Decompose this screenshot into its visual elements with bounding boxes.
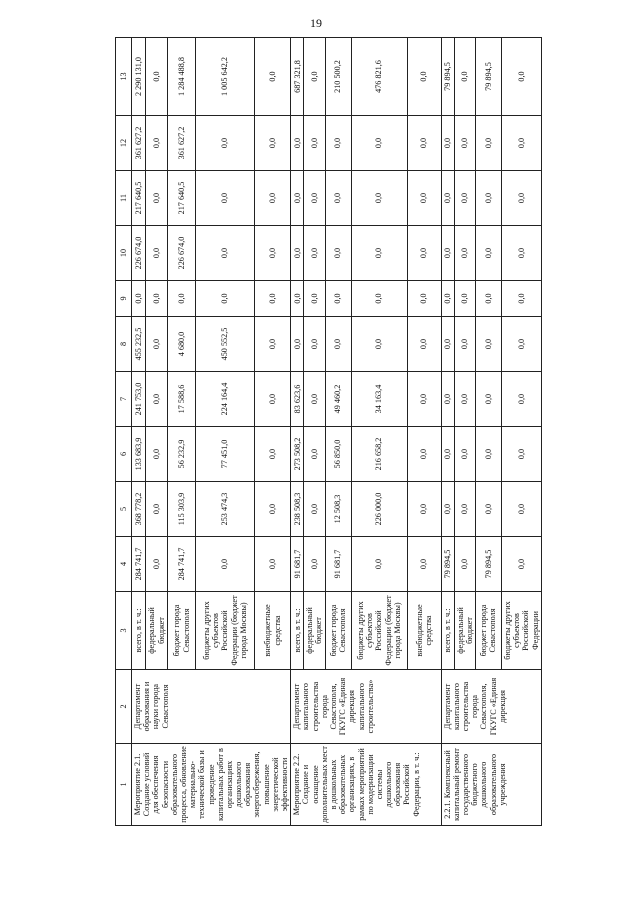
- amount-cell: 0,0: [501, 281, 541, 317]
- amount-cell: 0,0: [475, 116, 501, 171]
- table-container: [115, 38, 561, 826]
- amount-cell: 0,0: [255, 281, 291, 317]
- amount-cell: 0,0: [407, 171, 441, 226]
- amount-cell: 83 623,6: [291, 372, 304, 427]
- funding-source: внебюджетные средства: [407, 592, 441, 670]
- amount-cell: 0,0: [454, 171, 475, 226]
- amount-cell: 0,0: [351, 171, 407, 226]
- amount-cell: 1 284 488,8: [168, 38, 196, 116]
- amount-cell: 0,0: [145, 116, 168, 171]
- amount-cell: 0,0: [407, 317, 441, 372]
- amount-cell: 0,0: [501, 317, 541, 372]
- amount-cell: 284 741,7: [168, 537, 196, 592]
- column-header: 7: [116, 372, 132, 427]
- amount-cell: 217 640,5: [168, 171, 196, 226]
- amount-cell: 0,0: [454, 226, 475, 281]
- amount-cell: 0,0: [195, 281, 254, 317]
- amount-cell: 0,0: [351, 226, 407, 281]
- amount-cell: 0,0: [304, 482, 325, 537]
- amount-cell: 0,0: [501, 427, 541, 482]
- amount-cell: 0,0: [304, 281, 325, 317]
- amount-cell: 0,0: [195, 171, 254, 226]
- amount-cell: 0,0: [454, 317, 475, 372]
- amount-cell: 0,0: [195, 226, 254, 281]
- amount-cell: 0,0: [501, 537, 541, 592]
- amount-cell: 0,0: [441, 116, 454, 171]
- amount-cell: 0,0: [255, 427, 291, 482]
- amount-cell: 210 500,2: [325, 38, 351, 116]
- amount-cell: 0,0: [255, 116, 291, 171]
- amount-cell: 0,0: [441, 226, 454, 281]
- column-header: 10: [116, 226, 132, 281]
- amount-cell: 0,0: [441, 372, 454, 427]
- column-header: 4: [116, 537, 132, 592]
- amount-cell: 0,0: [475, 281, 501, 317]
- executor: Департамент капитального строительства города Севастополя, ГКУГС «Единая дирекция: [441, 670, 541, 744]
- amount-cell: 0,0: [195, 116, 254, 171]
- amount-cell: 1 005 642,2: [195, 38, 254, 116]
- amount-cell: 0,0: [454, 427, 475, 482]
- amount-cell: 0,0: [325, 281, 351, 317]
- amount-cell: 12 508,3: [325, 482, 351, 537]
- funding-source: бюджеты других субъектов Российской Федерации (бюджет города Москвы): [195, 592, 254, 670]
- amount-cell: 0,0: [407, 372, 441, 427]
- amount-cell: 0,0: [304, 226, 325, 281]
- amount-cell: 0,0: [145, 226, 168, 281]
- amount-cell: 226 000,0: [351, 482, 407, 537]
- amount-cell: 0,0: [145, 427, 168, 482]
- amount-cell: 0,0: [255, 171, 291, 226]
- amount-cell: 79 894,5: [441, 38, 454, 116]
- amount-cell: 0,0: [351, 116, 407, 171]
- amount-cell: 273 508,2: [291, 427, 304, 482]
- funding-source: всего, в т. ч.:: [441, 592, 454, 670]
- funding-source: бюджет города Севастополя: [168, 592, 196, 670]
- amount-cell: 0,0: [475, 226, 501, 281]
- amount-cell: 0,0: [291, 281, 304, 317]
- amount-cell: 0,0: [304, 171, 325, 226]
- amount-cell: 0,0: [304, 317, 325, 372]
- amount-cell: 17 588,6: [168, 372, 196, 427]
- column-header: 8: [116, 317, 132, 372]
- column-header: 9: [116, 281, 132, 317]
- funding-source: федеральный бюджет: [304, 592, 325, 670]
- amount-cell: 0,0: [304, 537, 325, 592]
- amount-cell: 0,0: [255, 482, 291, 537]
- amount-cell: 0,0: [475, 171, 501, 226]
- amount-cell: 0,0: [475, 317, 501, 372]
- amount-cell: 0,0: [304, 116, 325, 171]
- amount-cell: 79 894,5: [475, 38, 501, 116]
- funding-source: бюджеты других субъектов Российской Федерации (бюджет города Москвы): [351, 592, 407, 670]
- amount-cell: 0,0: [475, 482, 501, 537]
- amount-cell: 0,0: [407, 116, 441, 171]
- funding-source: внебюджетные средства: [255, 592, 291, 670]
- amount-cell: 0,0: [407, 537, 441, 592]
- amount-cell: 0,0: [255, 372, 291, 427]
- amount-cell: 115 303,9: [168, 482, 196, 537]
- amount-cell: 361 627,2: [132, 116, 146, 171]
- amount-cell: 226 674,0: [168, 226, 196, 281]
- amount-cell: 0,0: [501, 38, 541, 116]
- activity-name: Мероприятие 2.1. Создание условий для обеспечения безопасности образовательного процесса, обновление материально-технической базы и проведение капитальных работ в организациях дошкольного образования энергосбережения, повышение энергетической эффективности: [132, 744, 291, 826]
- amount-cell: 0,0: [501, 171, 541, 226]
- amount-cell: 217 640,5: [132, 171, 146, 226]
- amount-cell: 0,0: [501, 372, 541, 427]
- amount-cell: 0,0: [407, 427, 441, 482]
- funding-source: федеральный бюджет: [454, 592, 475, 670]
- amount-cell: 361 627,2: [168, 116, 196, 171]
- amount-cell: 0,0: [407, 281, 441, 317]
- amount-cell: 0,0: [407, 38, 441, 116]
- funding-source: бюджет города Севастополя: [475, 592, 501, 670]
- amount-cell: 2 290 131,0: [132, 38, 146, 116]
- amount-cell: 49 460,2: [325, 372, 351, 427]
- amount-cell: 0,0: [304, 372, 325, 427]
- table-row: [291, 38, 304, 826]
- amount-cell: 0,0: [145, 317, 168, 372]
- amount-cell: 0,0: [145, 281, 168, 317]
- amount-cell: 0,0: [304, 427, 325, 482]
- amount-cell: 0,0: [454, 116, 475, 171]
- amount-cell: 0,0: [441, 317, 454, 372]
- amount-cell: 226 674,0: [132, 226, 146, 281]
- amount-cell: 0,0: [325, 171, 351, 226]
- amount-cell: 687 321,8: [291, 38, 304, 116]
- amount-cell: 0,0: [325, 226, 351, 281]
- amount-cell: 0,0: [407, 482, 441, 537]
- amount-cell: 0,0: [145, 537, 168, 592]
- amount-cell: 238 508,3: [291, 482, 304, 537]
- amount-cell: 56 232,9: [168, 427, 196, 482]
- amount-cell: 0,0: [291, 116, 304, 171]
- amount-cell: 0,0: [255, 317, 291, 372]
- amount-cell: 0,0: [441, 281, 454, 317]
- amount-cell: 79 894,5: [475, 537, 501, 592]
- amount-cell: 0,0: [351, 537, 407, 592]
- amount-cell: 0,0: [195, 537, 254, 592]
- amount-cell: 0,0: [441, 482, 454, 537]
- column-header: 13: [116, 38, 132, 116]
- amount-cell: 0,0: [351, 317, 407, 372]
- amount-cell: 241 753,0: [132, 372, 146, 427]
- amount-cell: 450 552,5: [195, 317, 254, 372]
- amount-cell: 0,0: [291, 317, 304, 372]
- amount-cell: 0,0: [407, 226, 441, 281]
- amount-cell: 0,0: [145, 171, 168, 226]
- amount-cell: 0,0: [255, 537, 291, 592]
- amount-cell: 284 741,7: [132, 537, 146, 592]
- rotated-page: [115, 38, 561, 826]
- table-body: [132, 38, 542, 826]
- amount-cell: 368 778,2: [132, 482, 146, 537]
- amount-cell: 455 232,5: [132, 317, 146, 372]
- amount-cell: 0,0: [255, 226, 291, 281]
- amount-cell: 0,0: [454, 372, 475, 427]
- executor: Департамент капитального строительства города Севастополя, ГКУГС «Единая дирекция капитального строительства»: [291, 670, 441, 744]
- amount-cell: 0,0: [441, 171, 454, 226]
- funding-source: бюджеты других субъектов Российской Федерации: [501, 592, 541, 670]
- amount-cell: 0,0: [454, 281, 475, 317]
- amount-cell: 133 683,9: [132, 427, 146, 482]
- column-header: 6: [116, 427, 132, 482]
- amount-cell: 0,0: [441, 427, 454, 482]
- amount-cell: 0,0: [454, 38, 475, 116]
- amount-cell: 224 164,4: [195, 372, 254, 427]
- amount-cell: 0,0: [291, 226, 304, 281]
- amount-cell: 0,0: [132, 281, 146, 317]
- executor: Департамент образования и науки города Севастополя: [132, 670, 291, 744]
- table-row: [132, 38, 146, 826]
- amount-cell: 91 681,7: [325, 537, 351, 592]
- page-number: 19: [310, 16, 322, 30]
- amount-cell: 0,0: [501, 116, 541, 171]
- amount-cell: 0,0: [325, 317, 351, 372]
- amount-cell: 0,0: [454, 482, 475, 537]
- amount-cell: 0,0: [475, 427, 501, 482]
- amount-cell: 476 821,6: [351, 38, 407, 116]
- amount-cell: 0,0: [351, 281, 407, 317]
- amount-cell: 34 163,4: [351, 372, 407, 427]
- amount-cell: 0,0: [501, 226, 541, 281]
- table-row: [441, 38, 454, 826]
- column-header: 2: [116, 670, 132, 744]
- funding-source: федеральный бюджет: [145, 592, 168, 670]
- amount-cell: 0,0: [255, 38, 291, 116]
- amount-cell: 253 474,3: [195, 482, 254, 537]
- amount-cell: 0,0: [475, 372, 501, 427]
- financing-table: [115, 37, 542, 826]
- amount-cell: 0,0: [168, 281, 196, 317]
- amount-cell: 56 850,0: [325, 427, 351, 482]
- amount-cell: 79 894,5: [441, 537, 454, 592]
- amount-cell: 0,0: [325, 116, 351, 171]
- column-header: 3: [116, 592, 132, 670]
- amount-cell: 0,0: [145, 372, 168, 427]
- amount-cell: 216 658,2: [351, 427, 407, 482]
- amount-cell: 0,0: [145, 38, 168, 116]
- amount-cell: 0,0: [291, 171, 304, 226]
- amount-cell: 0,0: [145, 482, 168, 537]
- column-header: 1: [116, 744, 132, 826]
- amount-cell: 0,0: [454, 537, 475, 592]
- activity-name: 2.2.1. Комплексный капитальный ремонт государственного бюджетного дошкольного образовательного учреждения: [441, 744, 541, 826]
- funding-source: бюджет города Севастополя: [325, 592, 351, 670]
- funding-source: всего, в т. ч.:: [132, 592, 146, 670]
- column-header: 11: [116, 171, 132, 226]
- column-header: 5: [116, 482, 132, 537]
- amount-cell: 0,0: [304, 38, 325, 116]
- amount-cell: 77 451,0: [195, 427, 254, 482]
- amount-cell: 91 681,7: [291, 537, 304, 592]
- amount-cell: 4 680,0: [168, 317, 196, 372]
- column-header: 12: [116, 116, 132, 171]
- header-row: [116, 38, 132, 826]
- amount-cell: 0,0: [501, 482, 541, 537]
- activity-name: Мероприятие 2.2. Создание и оснащение дополнительных мест в дошкольных образовательных организациях, в рамках мероприятий по модернизации системы дошкольного образования Российской Федерации, в т. ч.:: [291, 744, 441, 826]
- funding-source: всего, в т. ч.:: [291, 592, 304, 670]
